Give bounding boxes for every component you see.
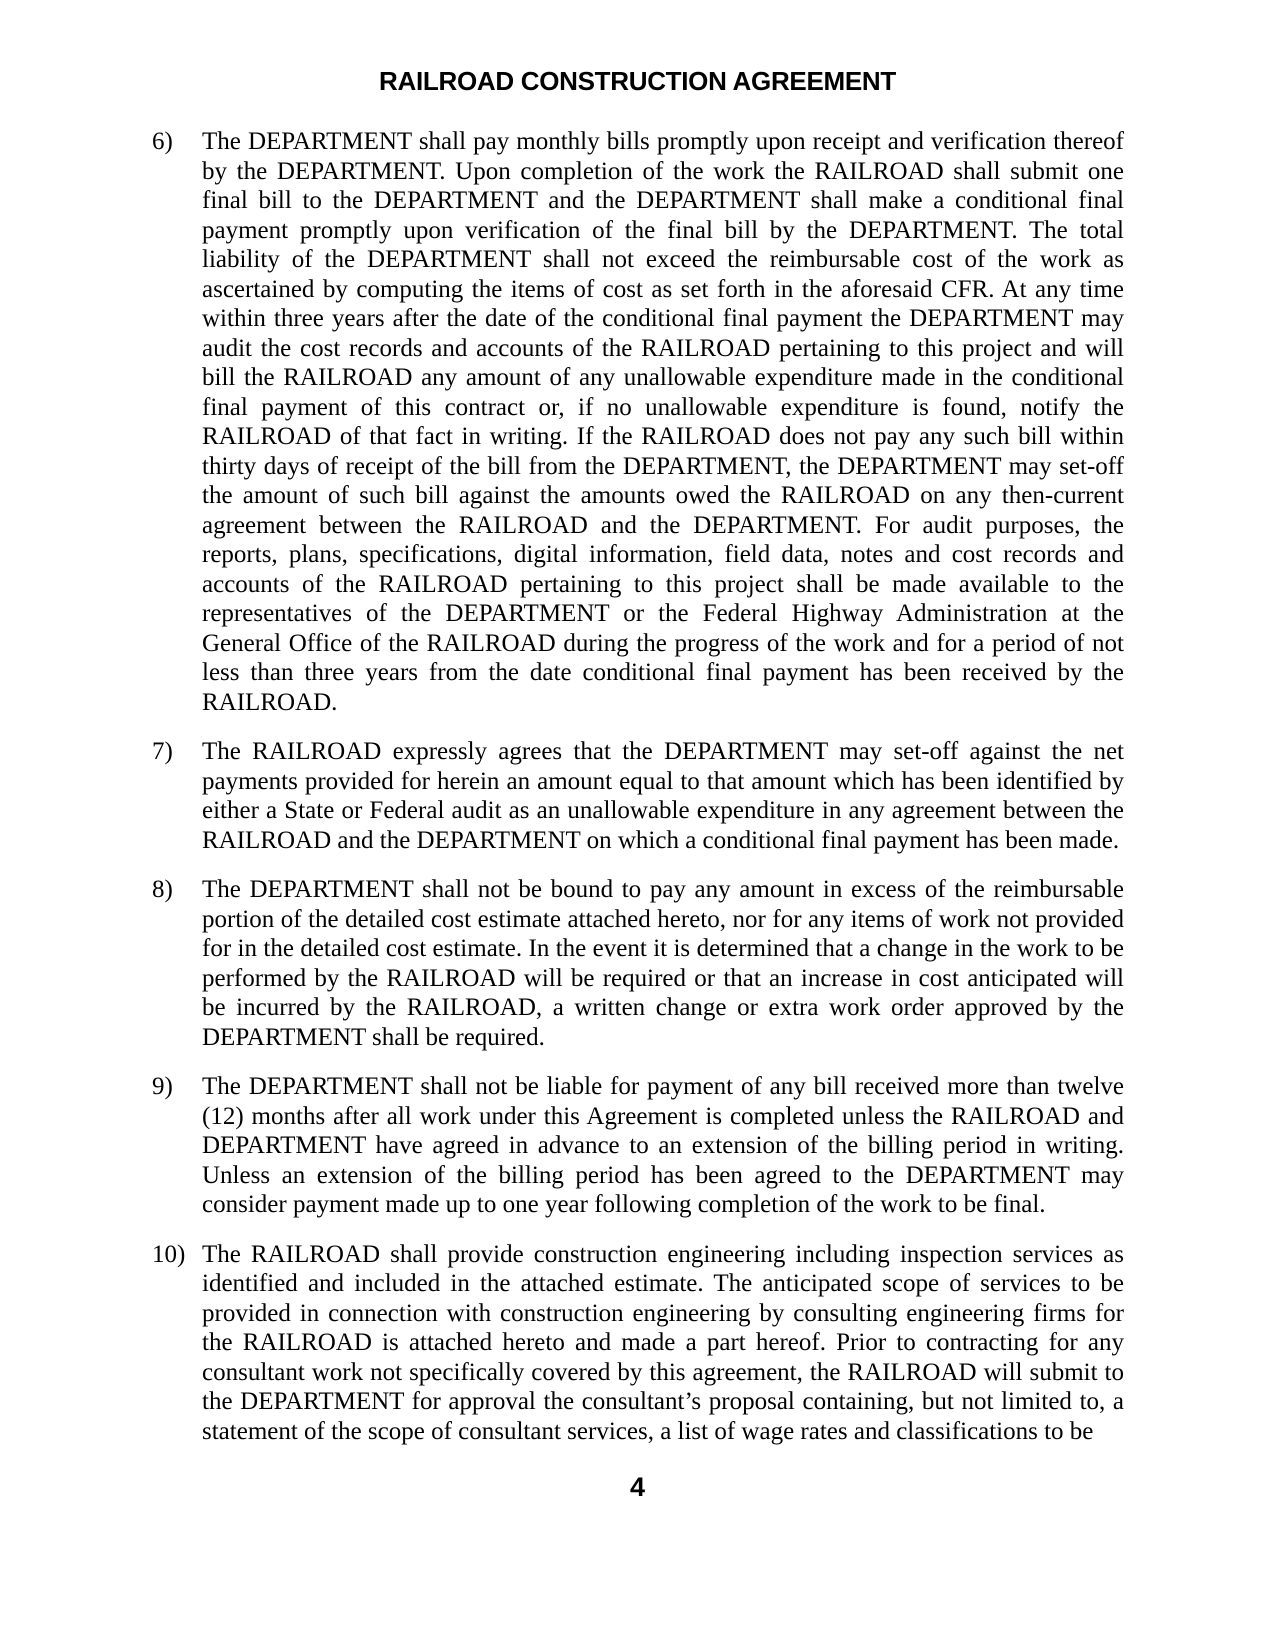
paragraph-text: The DEPARTMENT shall not be liable for payment of any bill received more than twelve (12) months after all work under this Agreement is completed unless the RAILROAD and DEPARTMENT have agreed in advance to an extension of the billing period in writing. Unless an extension of the billing period has been agreed to the DEPARTMENT may consider payment made up to one year following completion of the work to be final. [202, 1073, 1124, 1218]
paragraph-number: 10) [152, 1240, 186, 1268]
paragraph-9 [152, 1072, 1124, 1220]
paragraph-7 [152, 737, 1124, 855]
paragraph-number: 7) [152, 738, 173, 765]
paragraph-number: 9) [152, 1073, 173, 1100]
paragraph-number: 6) [152, 128, 173, 155]
paragraph-text: The RAILROAD shall provide construction engineering including inspection services as identified and included in the attached estimate. The anticipated scope of services to be provided in connection with construction engineering by consulting engineering firms for the RAILROAD is attached hereto and made a part hereof. Prior to contracting for any consultant work not specifically covered by this agreement, the RAILROAD will submit to the DEPARTMENT for approval the consultant’s proposal containing, but not limited to, a statement of the scope of consultant services, a list of wage rates and classifications to be [202, 1240, 1124, 1445]
paragraph-list [152, 127, 1124, 1446]
page-number: 4 [629, 1472, 646, 1502]
paragraph-text: The RAILROAD expressly agrees that the DEPARTMENT may set-off against the net payments provided for herein an amount equal to that amount which has been identified by either a State or Federal audit as an unallowable expenditure in any agreement between the RAILROAD and the DEPARTMENT on which a conditional final payment has been made. [202, 738, 1124, 854]
paragraph-text: The DEPARTMENT shall pay monthly bills promptly upon receipt and verification thereof by the DEPARTMENT. Upon completion of the work the RAILROAD shall submit one final bill to the DEPARTMENT and the DEPARTMENT shall make a conditional final payment promptly upon verification of the final bill by the DEPARTMENT. The total liability of the DEPARTMENT shall not exceed the reimbursable cost of the work as ascertained by computing the items of cost as set forth in the aforesaid CFR. At any time within three years after the date of the conditional final payment the DEPARTMENT may audit the cost records and accounts of the RAILROAD pertaining to this project and will bill the RAILROAD any amount of any unallowable expenditure made in the conditional final payment of this contract or, if no unallowable expenditure is found, notify the RAILROAD of that fact in writing. If the RAILROAD does not pay any such bill within thirty days of receipt of the bill from the DEPARTMENT, the DEPARTMENT may set-off the amount of such bill against the amounts owed the RAILROAD on any then-current agreement between the RAILROAD and the DEPARTMENT. For audit purposes, the reports, plans, specifications, digital information, field data, notes and cost records and accounts of the RAILROAD pertaining to this project shall be made available to the representatives of the DEPARTMENT or the Federal Highway Administration at the General Office of the RAILROAD during the progress of the work and for a period of not less than three years from the date conditional final payment has been received by the RAILROAD. [202, 128, 1124, 716]
paragraph-10 [152, 1240, 1124, 1447]
paragraph-text: The DEPARTMENT shall not be bound to pay any amount in excess of the reimbursable portion of the detailed cost estimate attached hereto, nor for any items of work not provided for in the detailed cost estimate. In the event it is determined that a change in the work to be performed by the RAILROAD will be required or that an increase in cost anticipated will be incurred by the RAILROAD, a written change or extra work order approved by the DEPARTMENT shall be required. [202, 876, 1124, 1051]
paragraph-8 [152, 875, 1124, 1052]
document-title: RAILROAD CONSTRUCTION AGREEMENT [379, 66, 896, 96]
paragraph-6 [152, 127, 1124, 717]
paragraph-number: 8) [152, 876, 173, 903]
